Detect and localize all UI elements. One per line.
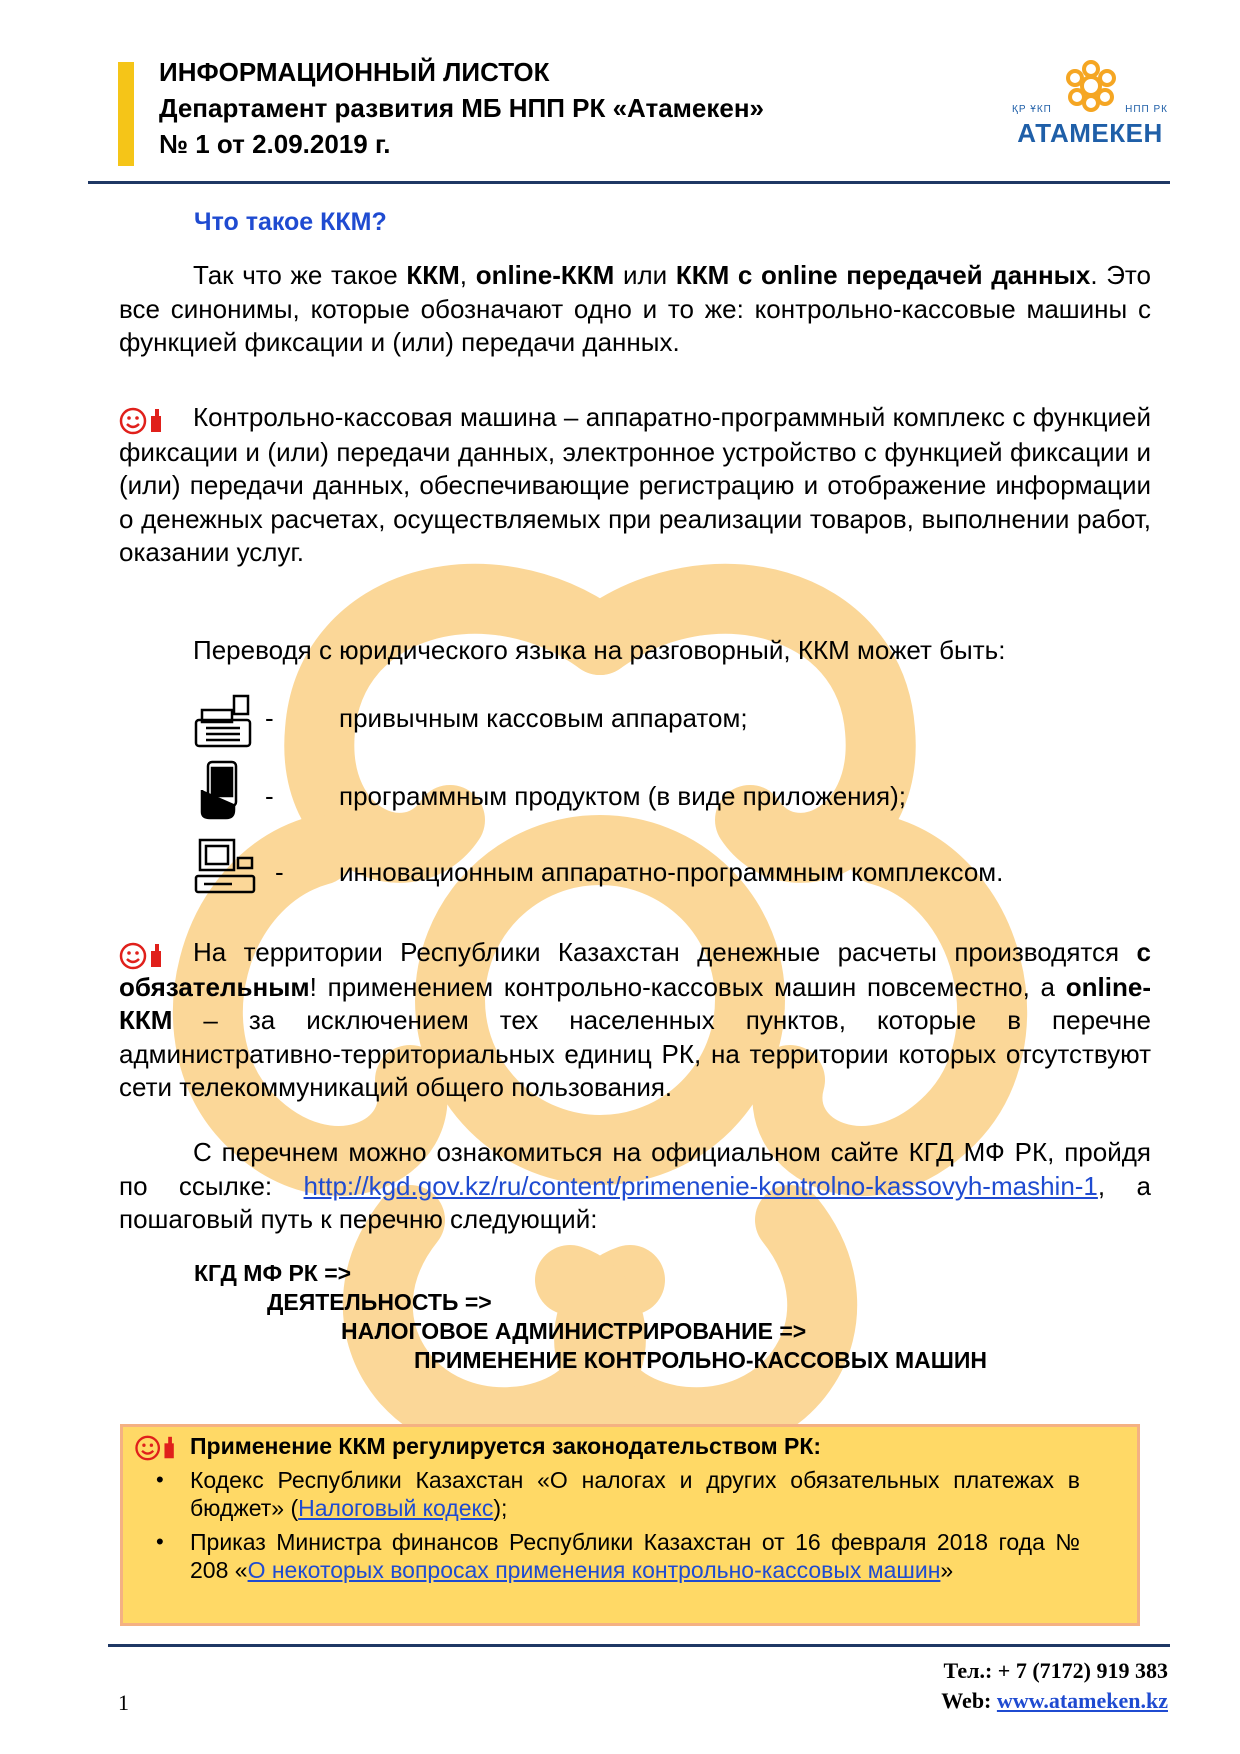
device-dash: - <box>265 703 274 733</box>
bullet: • <box>156 1529 164 1554</box>
footer-phone: Тел.: + 7 (7172) 919 383 <box>943 1658 1168 1683</box>
logo-small-right: НПП РК <box>1125 104 1168 115</box>
atameken-emblem-icon <box>1065 60 1117 112</box>
cash-register-icon <box>192 690 254 752</box>
legislation-item-tax-code: Кодекс Республики Казахстан «О налогах и других обязательных платежах в бюджет» (Налоговый кодекс); <box>190 1467 1080 1521</box>
device-dash: - <box>265 781 274 811</box>
header-accent-bar <box>118 62 134 166</box>
header-title: ИНФОРМАЦИОННЫЙ ЛИСТОК <box>159 57 550 87</box>
paragraph-colloquial: Переводя с юридического языка на разговорный, ККМ может быть: <box>193 635 1006 665</box>
smiley-hand-icon <box>119 937 193 971</box>
path-step-2: ДЕЯТЕЛЬНОСТЬ => <box>267 1289 492 1315</box>
device-pos-terminal: инновационным аппаратно-программным комплексом. <box>339 857 1004 887</box>
smartphone-icon <box>196 760 248 822</box>
logo-name: АТАМЕКЕН <box>1017 118 1163 148</box>
section-heading: Что такое ККМ? <box>194 208 387 236</box>
device-cash-register: привычным кассовым аппаратом; <box>339 703 748 733</box>
legislation-item-order: Приказ Министра финансов Республики Казахстан от 16 февраля 2018 года № 208 «О некоторых вопросах применения контрольно-кассовых машин» <box>190 1529 1080 1583</box>
tax-code-link[interactable]: Налоговый кодекс <box>298 1495 494 1521</box>
atameken-logo <box>1010 60 1170 150</box>
header-rule <box>88 181 1170 184</box>
legislation-box-title: Применение ККМ регулируется законодательством РК: <box>190 1433 822 1459</box>
paragraph-definition: Так что же такое ККМ, online-ККМ или ККМ с online передачей данных. Это все синонимы, которые обозначают одно и то же: контрольно-кассовые машины с функцией фиксации и (или) передачи данных. <box>119 260 1151 357</box>
header-issue: № 1 от 2.09.2019 г. <box>159 129 391 159</box>
website-link[interactable]: www.atameken.kz <box>996 1688 1168 1713</box>
paragraph-link: С перечнем можно ознакомиться на официальном сайте КГД МФ РК, пройдя по ссылке: http://kgd.gov.kz/ru/content/primenenie-kontrolno-kassovyh-mashin-1, а пошаговый путь к перечню следующий: <box>119 1137 1151 1234</box>
path-step-3: НАЛОГОВОЕ АДМИНИСТРИРОВАНИЕ => <box>341 1318 807 1344</box>
smiley-hand-icon <box>119 402 193 436</box>
footer-web: Web: www.atameken.kz <box>941 1688 1168 1713</box>
smiley-hand-icon <box>134 1434 180 1467</box>
paragraph-kkm-definition: Контрольно-кассовая машина – аппаратно-программный комплекс с функцией фиксации и (или) передачи данных, электронное устройство с функцией фиксации и (или) передачи данных, обеспечивающие регистрацию и отображение информации о денежных расчетах, осуществляемых при реализации товаров, выполнении работ, оказании услуг. <box>119 402 1151 568</box>
paragraph-territory: На территории Республики Казахстан денежные расчеты производятся с обязательным! применением контрольно-кассовых машин повсеместно, а online-ККМ – за исключением тех населенных пунктов, которые в перечне административно-территориальных единиц РК, на территории которых отсутствуют сети телекоммуникаций общего пользования. <box>119 937 1151 1103</box>
footer-rule <box>108 1644 1170 1647</box>
path-step-4: ПРИМЕНЕНИЕ КОНТРОЛЬНО-КАССОВЫХ МАШИН <box>414 1347 987 1373</box>
pos-terminal-icon <box>192 836 264 898</box>
logo-small-left: ҚР ҰКП <box>1012 104 1052 115</box>
header-department: Департамент развития МБ НПП РК «Атамекен» <box>159 93 765 123</box>
device-smartphone: программным продуктом (в виде приложения); <box>339 781 907 811</box>
bullet: • <box>156 1467 164 1492</box>
page-number: 1 <box>118 1690 129 1715</box>
path-step-1: КГД МФ РК => <box>194 1260 352 1286</box>
device-dash: - <box>275 857 284 887</box>
order-link[interactable]: О некоторых вопросах применения контрольно-кассовых машин <box>247 1557 941 1583</box>
kgd-link[interactable]: http://kgd.gov.kz/ru/content/primenenie-kontrolno-kassovyh-mashin-1 <box>303 1170 1098 1201</box>
